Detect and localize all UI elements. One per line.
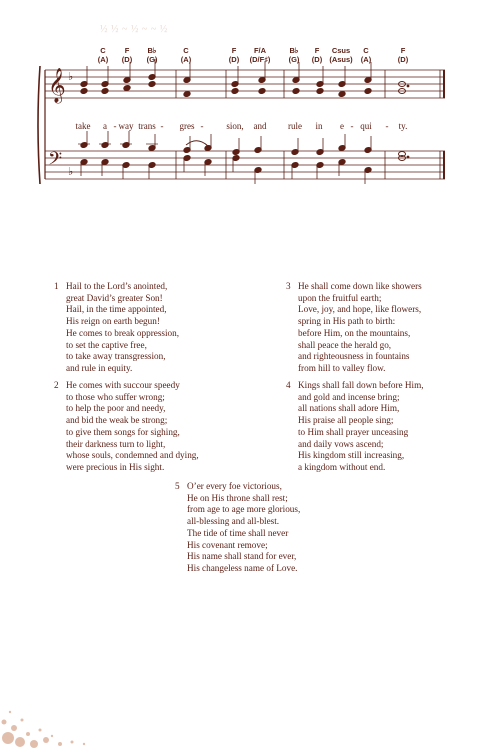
verse-line: and daily vows ascend;	[298, 438, 384, 449]
verse-line: were precious in His sight.	[66, 461, 165, 472]
lyric-syllable: -	[160, 121, 164, 131]
lyric-syllable: -	[113, 121, 117, 131]
verse-line: shall peace the herald go,	[298, 339, 392, 350]
verse-line: great David’s greater Son!	[66, 292, 163, 303]
chord-name: F	[231, 46, 237, 55]
verse-line: His praise all people sing;	[298, 415, 394, 426]
lyric-syllable: -	[200, 121, 204, 131]
lyric-syllable: ty.	[398, 121, 408, 131]
chord-name: C	[363, 46, 369, 55]
paper-stain	[0, 678, 110, 748]
verse-1	[54, 281, 180, 375]
note-head	[123, 85, 131, 92]
lyric-syllable: a	[103, 121, 107, 131]
chord-alt: (Asus)	[329, 55, 353, 64]
verse-line: He comes with succour speedy	[66, 380, 180, 390]
flat-icon: ♭	[68, 166, 74, 178]
verse-line: upon the fruitful earth;	[298, 292, 382, 303]
chord-name: F/A	[253, 46, 267, 55]
treble-clef-icon: 𝄞	[48, 68, 66, 103]
lyric-syllable: e	[340, 121, 344, 131]
chord-name: F	[124, 46, 130, 55]
verse-line: to set the captive free,	[66, 339, 147, 350]
lyric-syllable: take	[75, 121, 91, 131]
verse-3	[286, 281, 422, 375]
verse-line: from hill to valley flow.	[298, 362, 386, 373]
note-head	[148, 81, 156, 88]
chord-name: C	[100, 46, 106, 55]
lyric-syllable: sion,	[226, 121, 244, 131]
verse-number: 4	[286, 380, 291, 390]
bass-clef-icon: 𝄢	[48, 149, 63, 174]
note-head	[338, 91, 346, 98]
chord-alt: (D)	[397, 55, 409, 64]
verse-line: spring in His path to birth:	[298, 316, 396, 327]
slur	[186, 141, 208, 146]
verse-line: all nations shall adore Him,	[298, 403, 400, 414]
dot	[407, 85, 409, 87]
verse-line: and righteousness in fountains	[298, 351, 410, 362]
lyric-syllable: -	[350, 121, 354, 131]
note-head	[258, 88, 266, 95]
verse-line: The tide of time shall never	[187, 527, 289, 538]
verse-line: Hail to the Lord’s anointed,	[66, 281, 168, 291]
lyric-syllable: gres	[179, 121, 195, 131]
note-head	[101, 88, 109, 95]
verse-line: and bid the weak be strong;	[66, 415, 168, 426]
verse-line: all-blessing and all-blest.	[187, 516, 280, 527]
verse-number: 1	[54, 281, 59, 291]
chord-alt: (G)	[288, 55, 300, 64]
verse-2	[54, 380, 199, 474]
verse-line: to Him shall prayer unceasing	[298, 426, 409, 437]
verse-line: Love, joy, and hope, like flowers,	[298, 304, 422, 315]
note-head	[316, 88, 324, 95]
verse-line: before Him, on the mountains,	[298, 327, 411, 338]
verse-line: to those who suffer wrong;	[66, 391, 165, 402]
verse-line: Hail, in the time appointed,	[66, 304, 167, 315]
lyric-syllable: in	[315, 121, 323, 131]
lyric-syllable: and	[253, 121, 267, 131]
verse-line: and rule in equity.	[66, 362, 133, 373]
verse-line: His name shall stand for ever,	[187, 551, 297, 562]
verse-line: to take away transgression,	[66, 351, 166, 362]
chord-alt: (G)	[146, 55, 158, 64]
verse-number: 2	[54, 380, 59, 390]
chord-name: F	[400, 46, 406, 55]
lyric-syllable: qui	[360, 121, 372, 131]
chord-name: C	[183, 46, 189, 55]
faint-header-text: ½ ½ ~ ½ ~ ~ ½	[100, 24, 168, 35]
note-head	[231, 88, 239, 95]
verse-line: to help the poor and needy,	[66, 403, 166, 414]
verse-4	[286, 380, 424, 474]
verse-line: He shall come down like showers	[298, 281, 422, 291]
lyric-syllable: trans	[138, 121, 156, 131]
chord-alt: (D)	[228, 55, 240, 64]
verse-line: His kingdom still increasing,	[298, 450, 405, 461]
verse-line: Kings shall fall down before Him,	[298, 380, 424, 390]
chord-alt: (D/F♯)	[249, 55, 271, 64]
verse-number: 3	[286, 281, 291, 291]
music-score	[0, 0, 480, 200]
chord-alt: (D)	[121, 55, 133, 64]
chord-name: F	[314, 46, 320, 55]
verse-line: His changeless name of Love.	[187, 562, 298, 573]
lyric-line	[0, 121, 480, 133]
verse-line: their darkness turn to light,	[66, 438, 166, 449]
note-head	[364, 88, 372, 95]
verse-line: O’er every foe victorious,	[187, 481, 282, 491]
verse-line: and gold and incense bring;	[298, 391, 400, 402]
note-head	[292, 88, 300, 95]
flat-icon: ♭	[68, 71, 74, 83]
dot	[407, 156, 409, 158]
chord-alt: (A)	[97, 55, 109, 64]
verse-line: His covenant remove;	[187, 539, 268, 550]
verse-line: a kingdom without end.	[298, 461, 386, 472]
verse-line: whose souls, condemned and dying,	[66, 450, 199, 461]
verse-line: to give them songs for sighing,	[66, 426, 180, 437]
note-head	[183, 91, 191, 98]
lyric-syllable: way	[118, 121, 134, 131]
chord-name: B♭	[147, 46, 157, 55]
chord-alt: (A)	[360, 55, 372, 64]
verse-line: He comes to break oppression,	[66, 327, 180, 338]
verse-5	[175, 481, 301, 575]
chord-name: Csus	[331, 46, 351, 55]
lyric-syllable: -	[385, 121, 389, 131]
verse-line: from age to age more glorious,	[187, 504, 301, 515]
verse-number: 5	[175, 481, 180, 491]
chord-alt: (D)	[311, 55, 323, 64]
note-head	[80, 88, 88, 95]
chord-alt: (A)	[180, 55, 192, 64]
lyric-syllable: rule	[288, 121, 302, 131]
verse-line: He on His throne shall rest;	[187, 492, 288, 503]
chord-name: B♭	[289, 46, 299, 55]
verse-line: His reign on earth begun!	[66, 316, 160, 327]
